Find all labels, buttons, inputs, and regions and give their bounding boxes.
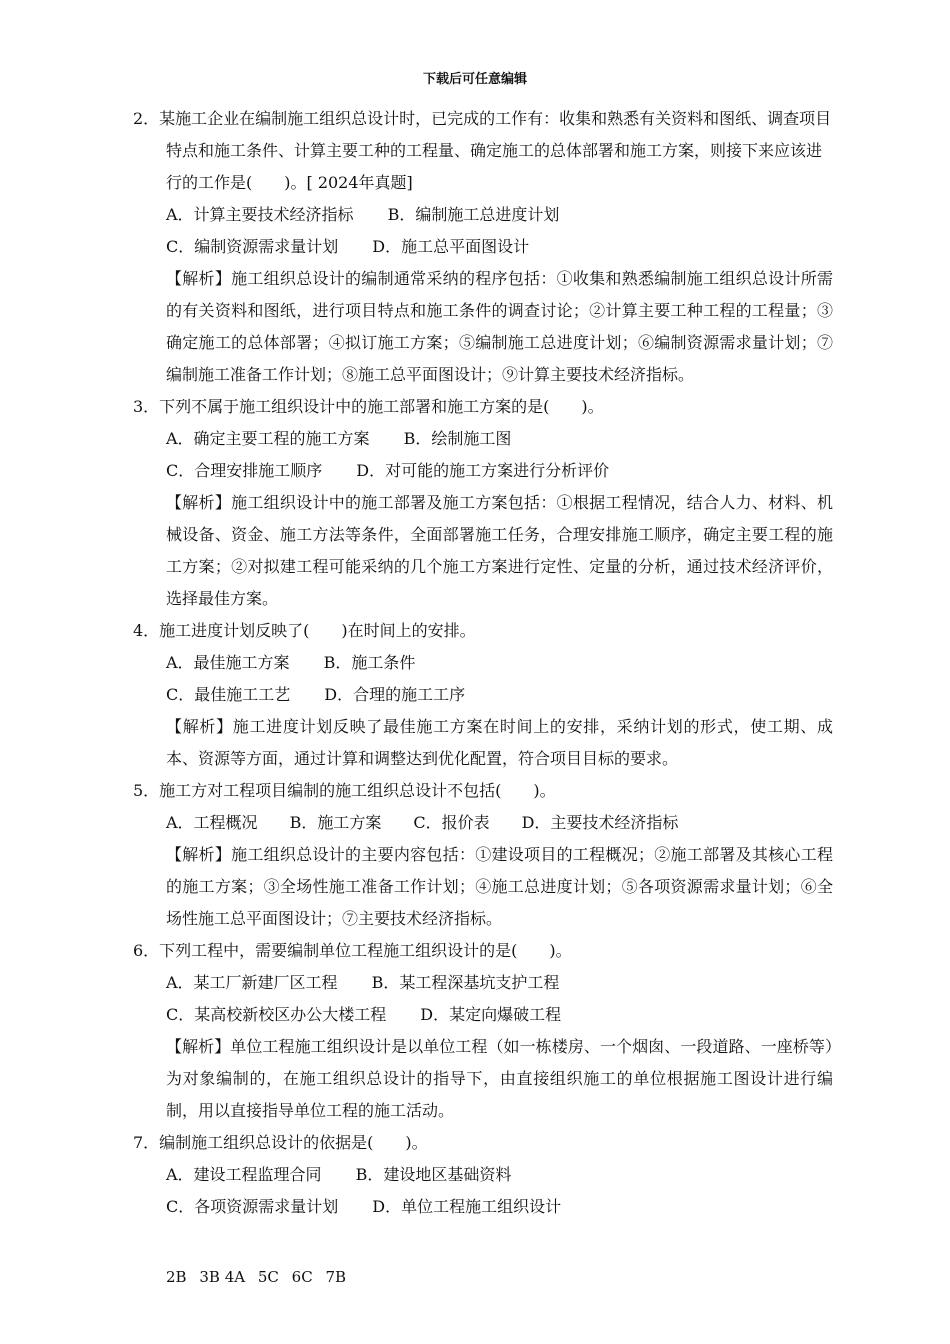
question-stem: 2．某施工企业在编制施工组织总设计时，已完成的工作有：收集和熟悉有关资料和图纸、调查项目特点和施工条件、计算主要工种的工程量、确定施工的总体部署和施工方案，则接下来应该进行的工作是( )。[ 2024年真题]: [133, 109, 832, 192]
analysis-text: 【解析】施工进度计划反映了最佳施工方案在时间上的安排，采纳计划的形式，使工期、成本、资源等方面，通过计算和调整达到优化配置，符合项目目标的要求。: [166, 717, 833, 768]
options-row: [133, 1159, 833, 1191]
option-c: C．各项资源需求量计划: [166, 1197, 339, 1216]
question-stem: 5．施工方对工程项目编制的施工组织总设计不包括( )。: [133, 781, 556, 800]
answer: 3B 4A: [199, 1268, 246, 1286]
option-c: C．最佳施工工艺: [166, 685, 291, 704]
option-d: D．某定向爆破工程: [420, 1005, 562, 1024]
options-row: [133, 807, 833, 839]
option-d: D．施工总平面图设计: [372, 237, 530, 256]
options-row: [133, 647, 833, 679]
option-a: A．计算主要技术经济指标: [166, 205, 354, 224]
options-row: [133, 967, 833, 999]
option-a: A．某工厂新建厂区工程: [166, 973, 338, 992]
options-row: [133, 423, 833, 455]
question-stem: 7．编制施工组织总设计的依据是( )。: [133, 1133, 428, 1152]
answer: 7B: [325, 1268, 347, 1286]
question-stem: 6．下列工程中，需要编制单位工程施工组织设计的是( )。: [133, 941, 572, 960]
option-b: B．建设地区基础资料: [355, 1165, 512, 1184]
option-a: A．建设工程监理合同: [166, 1165, 322, 1184]
option-a: A．最佳施工方案: [166, 653, 290, 672]
options-row: [133, 455, 833, 487]
page-header: 下载后可任意编辑: [422, 72, 527, 87]
question-list: [133, 103, 833, 1223]
answer: 6C: [291, 1268, 313, 1286]
option-a: A．确定主要工程的施工方案: [166, 429, 370, 448]
analysis-text: 【解析】施工组织设计中的施工部署及施工方案包括：①根据工程情况，结合人力、材料、机械设备、资金、施工方法等条件，全面部署施工任务，合理安排施工顺序，确定主要工程的施工方案；②对拟建工程可能采纳的几个施工方案进行定性、定量的分析，通过技术经济评价，选择最佳方案。: [166, 493, 833, 608]
options-row: [133, 999, 833, 1031]
options-row: [133, 199, 833, 231]
option-c: C．编制资源需求量计划: [166, 237, 339, 256]
option-b: B．编制施工总进度计划: [387, 205, 560, 224]
option-b: B．某工程深基坑支护工程: [371, 973, 560, 992]
option-a: A．工程概况: [166, 813, 258, 832]
question-stem: 4．施工进度计划反映了( )在时间上的安排。: [133, 621, 476, 640]
option-c: C．报价表: [413, 813, 490, 832]
option-d: D．单位工程施工组织设计: [372, 1197, 562, 1216]
options-row: [133, 231, 833, 263]
answer: 2B: [166, 1268, 187, 1286]
analysis-text: 【解析】施工组织总设计的编制通常采纳的程序包括：①收集和熟悉编制施工组织总设计所需的有关资料和图纸，进行项目特点和施工条件的调查讨论；②计算主要工种工程的工程量；③确定施工的总体部署；④拟订施工方案；⑤编制施工总进度计划；⑥编制资源需求量计划；⑦编制施工准备工作计划；⑧施工总平面图设计；⑨计算主要技术经济指标。: [166, 269, 833, 384]
option-b: B．施工条件: [323, 653, 416, 672]
option-d: D．对可能的施工方案进行分析评价: [356, 461, 610, 480]
option-d: D．合理的施工工序: [324, 685, 466, 704]
analysis-text: 【解析】单位工程施工组织设计是以单位工程（如一栋楼房、一个烟囱、一段道路、一座桥等）为对象编制的，在施工组织总设计的指导下，由直接组织施工的单位根据施工图设计进行编制，用以直接指导单位工程的施工活动。: [166, 1037, 833, 1120]
question-stem: 3．下列不属于施工组织设计中的施工部署和施工方案的是( )。: [133, 397, 604, 416]
answer-key: [166, 1268, 354, 1286]
option-c: C．某高校新校区办公大楼工程: [166, 1005, 387, 1024]
answer: 5C: [257, 1268, 279, 1286]
analysis-text: 【解析】施工组织总设计的主要内容包括：①建设项目的工程概况；②施工部署及其核心工程的施工方案；③全场性施工准备工作计划；④施工总进度计划；⑤各项资源需求量计划；⑥全场性施工总平面图设计；⑦主要技术经济指标。: [166, 845, 833, 928]
option-c: C．合理安排施工顺序: [166, 461, 323, 480]
option-b: B．绘制施工图: [403, 429, 512, 448]
options-row: [133, 1191, 833, 1223]
option-d: D．主要技术经济指标: [521, 813, 679, 832]
options-row: [133, 679, 833, 711]
option-b: B．施工方案: [289, 813, 382, 832]
